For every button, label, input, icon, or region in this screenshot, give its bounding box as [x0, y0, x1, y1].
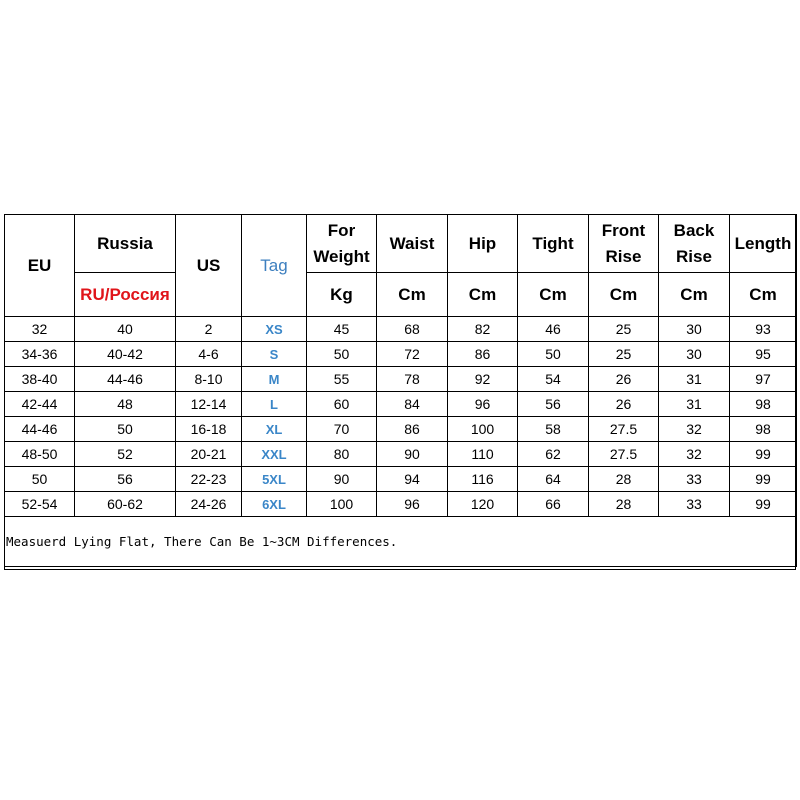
col-header-back-rise: Back Rise [659, 215, 730, 273]
cell-length: 98 [730, 392, 797, 417]
cell-waist: 72 [377, 342, 448, 367]
cell-length: 97 [730, 367, 797, 392]
cell-weight: 60 [307, 392, 377, 417]
unit-length: Cm [730, 273, 797, 317]
cell-weight: 90 [307, 467, 377, 492]
cell-hip: 100 [448, 417, 518, 442]
cell-tight: 66 [518, 492, 589, 517]
col-header-tight: Tight [518, 215, 589, 273]
cell-back-rise: 32 [659, 417, 730, 442]
cell-back-rise: 31 [659, 392, 730, 417]
cell-hip: 92 [448, 367, 518, 392]
cell-weight: 50 [307, 342, 377, 367]
cell-length: 99 [730, 492, 797, 517]
unit-tight: Cm [518, 273, 589, 317]
cell-eu: 38-40 [5, 367, 75, 392]
cell-hip: 82 [448, 317, 518, 342]
cell-waist: 84 [377, 392, 448, 417]
cell-back-rise: 30 [659, 317, 730, 342]
cell-waist: 78 [377, 367, 448, 392]
cell-hip: 120 [448, 492, 518, 517]
cell-length: 99 [730, 467, 797, 492]
cell-russia: 60-62 [75, 492, 176, 517]
cell-hip: 96 [448, 392, 518, 417]
cell-russia: 40-42 [75, 342, 176, 367]
cell-tag: M [242, 367, 307, 392]
cell-tight: 58 [518, 417, 589, 442]
cell-weight: 70 [307, 417, 377, 442]
cell-us: 2 [176, 317, 242, 342]
cell-hip: 86 [448, 342, 518, 367]
cell-tag: L [242, 392, 307, 417]
cell-eu: 34-36 [5, 342, 75, 367]
cell-length: 99 [730, 442, 797, 467]
cell-back-rise: 33 [659, 467, 730, 492]
cell-tight: 56 [518, 392, 589, 417]
cell-tight: 54 [518, 367, 589, 392]
cell-front-rise: 27.5 [589, 417, 659, 442]
table-row [5, 417, 797, 442]
cell-us: 8-10 [176, 367, 242, 392]
cell-front-rise: 28 [589, 467, 659, 492]
cell-length: 98 [730, 417, 797, 442]
table-row [5, 367, 797, 392]
cell-russia: 52 [75, 442, 176, 467]
cell-front-rise: 25 [589, 317, 659, 342]
cell-tight: 62 [518, 442, 589, 467]
cell-us: 22-23 [176, 467, 242, 492]
col-header-waist: Waist [377, 215, 448, 273]
cell-front-rise: 26 [589, 392, 659, 417]
cell-eu: 52-54 [5, 492, 75, 517]
cell-tag: 5XL [242, 467, 307, 492]
col-header-tag: Tag [242, 215, 307, 317]
cell-hip: 116 [448, 467, 518, 492]
cell-length: 93 [730, 317, 797, 342]
cell-waist: 68 [377, 317, 448, 342]
table-row [5, 392, 797, 417]
header-row [5, 215, 797, 273]
ru-label: RU/Россия [75, 273, 176, 317]
cell-waist: 90 [377, 442, 448, 467]
table-row [5, 342, 797, 367]
cell-front-rise: 27.5 [589, 442, 659, 467]
table-row [5, 317, 797, 342]
cell-us: 12-14 [176, 392, 242, 417]
cell-back-rise: 31 [659, 367, 730, 392]
cell-russia: 50 [75, 417, 176, 442]
cell-tag: XS [242, 317, 307, 342]
size-chart [4, 214, 796, 570]
table-row [5, 492, 797, 517]
col-header-length: Length [730, 215, 797, 273]
cell-front-rise: 26 [589, 367, 659, 392]
size-table [4, 214, 797, 567]
cell-russia: 44-46 [75, 367, 176, 392]
unit-weight: Kg [307, 273, 377, 317]
cell-russia: 56 [75, 467, 176, 492]
cell-tight: 46 [518, 317, 589, 342]
cell-us: 16-18 [176, 417, 242, 442]
col-header-russia: Russia [75, 215, 176, 273]
cell-back-rise: 33 [659, 492, 730, 517]
cell-eu: 42-44 [5, 392, 75, 417]
unit-front-rise: Cm [589, 273, 659, 317]
cell-eu: 32 [5, 317, 75, 342]
table-row [5, 467, 797, 492]
cell-russia: 48 [75, 392, 176, 417]
cell-waist: 86 [377, 417, 448, 442]
cell-weight: 55 [307, 367, 377, 392]
cell-waist: 96 [377, 492, 448, 517]
cell-eu: 44-46 [5, 417, 75, 442]
measurement-note: Measuerd Lying Flat, There Can Be 1~3CM Differences. [5, 517, 797, 567]
cell-tag: XXL [242, 442, 307, 467]
cell-length: 95 [730, 342, 797, 367]
cell-russia: 40 [75, 317, 176, 342]
cell-back-rise: 32 [659, 442, 730, 467]
cell-tag: S [242, 342, 307, 367]
cell-weight: 45 [307, 317, 377, 342]
cell-tight: 50 [518, 342, 589, 367]
col-header-front-rise: Front Rise [589, 215, 659, 273]
unit-waist: Cm [377, 273, 448, 317]
col-header-weight: For Weight [307, 215, 377, 273]
cell-tight: 64 [518, 467, 589, 492]
cell-front-rise: 28 [589, 492, 659, 517]
cell-tag: XL [242, 417, 307, 442]
cell-us: 20-21 [176, 442, 242, 467]
cell-back-rise: 30 [659, 342, 730, 367]
col-header-eu: EU [5, 215, 75, 317]
unit-back-rise: Cm [659, 273, 730, 317]
cell-weight: 100 [307, 492, 377, 517]
cell-us: 24-26 [176, 492, 242, 517]
cell-eu: 48-50 [5, 442, 75, 467]
col-header-us: US [176, 215, 242, 317]
cell-tag: 6XL [242, 492, 307, 517]
cell-us: 4-6 [176, 342, 242, 367]
cell-eu: 50 [5, 467, 75, 492]
cell-waist: 94 [377, 467, 448, 492]
cell-hip: 110 [448, 442, 518, 467]
unit-row [5, 273, 797, 317]
table-row [5, 442, 797, 467]
cell-weight: 80 [307, 442, 377, 467]
note-row [5, 517, 797, 567]
col-header-hip: Hip [448, 215, 518, 273]
unit-hip: Cm [448, 273, 518, 317]
cell-front-rise: 25 [589, 342, 659, 367]
